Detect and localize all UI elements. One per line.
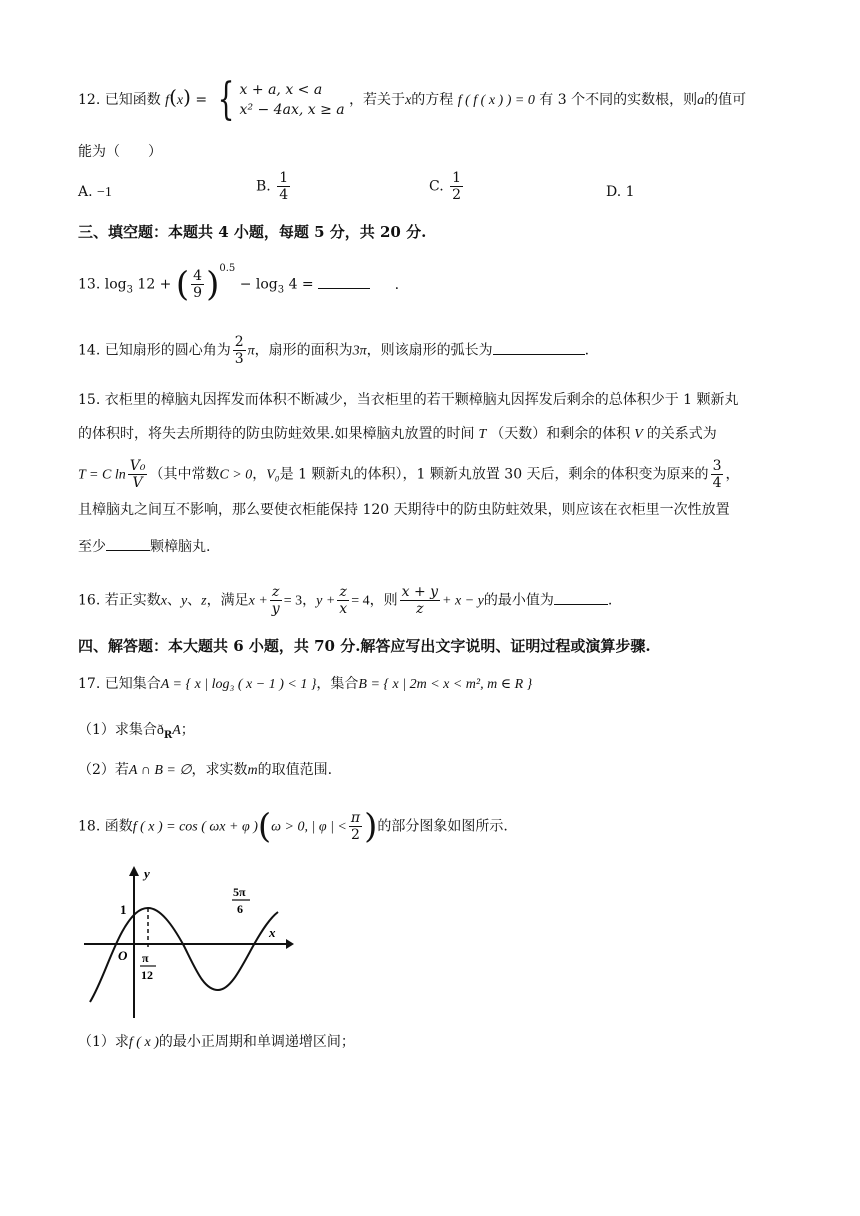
- option-c: C. $\frac{1}{2}$: [429, 170, 462, 203]
- q15-line5: 至少 颗樟脑丸.: [78, 536, 210, 557]
- set-a: A = { x | log₃ ( x − 1 ) < 1 }: [160, 677, 317, 692]
- q15-line3: T = C ln $\frac{\text{V₀}}{V}$ （其中常数C > 0，V₀是 1 颗新丸的体积），1 颗新丸放置 30 天后，剩余的体积变为原来的 $\frac{3}{4}$ ，: [78, 458, 740, 491]
- set-b: B = { x | 2m < x < m², m ∈ R }: [358, 677, 533, 692]
- tick-pi12-num: π: [142, 951, 149, 965]
- section-4-heading: 四、解答题：本大题共 6 小题，共 70 分.解答应写出文字说明、证明过程或演算步骤.: [78, 637, 651, 655]
- q17-stem: 17. 已知集合A = { x | log₃ ( x − 1 ) < 1 }，集合B = { x | 2m < x < m², m ∈ R }: [78, 676, 533, 692]
- tick-5pi6-num: 5π: [233, 885, 246, 899]
- case-2: x² − 4ax, x ≥ a: [239, 102, 345, 118]
- tick-5pi6-den: 6: [237, 902, 243, 916]
- q13: 13. $\log_3 12$ + ( $\frac{4}{9}$ )$^{0.5} - \log_3 4$ = .: [78, 262, 400, 305]
- option-b: B. $\frac{1}{4}$: [256, 170, 289, 203]
- cases-brace: {: [217, 74, 234, 125]
- q14: 14. 已知扇形的圆心角为 $\frac{2}{3}$ π，扇形的面积为3π，则该扇形的弧长为 .: [78, 334, 590, 367]
- q12-line2: 能为（ ）: [78, 144, 162, 160]
- case-1: x + a, x < a: [239, 82, 323, 98]
- cosine-graph: [78, 862, 298, 1022]
- y-axis-label: y: [144, 866, 150, 881]
- y-one-label: 1: [120, 902, 127, 917]
- q17-part1: （1）求集合$ð_RA$；: [78, 722, 195, 741]
- answer-blank-13[interactable]: [318, 274, 370, 289]
- q15-line2: 的体积时，将失去所期待的防虫防蛀效果.如果樟脑丸放置的时间 T （天数）和剩余的体积 V 的关系式为: [78, 426, 717, 442]
- q18-stem: 18. 函数f ( x ) = cos ( ωx + φ )(ω > 0, | φ | < $\frac{\pi}{2}$ )的部分图象如图所示.: [78, 806, 508, 847]
- y-axis-arrow: [129, 866, 139, 876]
- tick-pi12-den: 12: [141, 968, 153, 982]
- option-d: D. 1: [606, 184, 635, 200]
- q15-line4: 且樟脑丸之间互不影响，那么要使衣柜能保持 120 天期待中的防虫防蛀效果，则应该在衣柜里一次性放置: [78, 502, 730, 518]
- answer-blank-15[interactable]: [106, 536, 150, 551]
- option-a: A. −1: [78, 184, 112, 200]
- piecewise-cases: [240, 80, 345, 120]
- x-axis-arrow: [286, 939, 294, 949]
- q12-line1: 12. 已知函数 f(x) = { x + a, x < a x² − 4ax, x ≥ a ，若关于x的方程 f ( f ( x ) ) = 0 有 3 个不同的实数根，则a的值可: [78, 74, 747, 125]
- answer-blank-14[interactable]: [493, 340, 585, 355]
- origin-label: O: [118, 948, 128, 963]
- answer-blank-16[interactable]: [554, 590, 608, 605]
- q18-part1: （1）求f ( x )的最小正周期和单调递增区间；: [78, 1034, 355, 1050]
- q17-part2: （2）若A ∩ B = ∅，求实数m的取值范围.: [78, 762, 333, 778]
- q16: 16. 若正实数x、y、z，满足x + $\frac{z}{y}$ = 3，y + $\frac{z}{x}$ = 4，则 $\frac{x + y}{z}$ + x − y的最小值为 .: [78, 584, 613, 617]
- q15-line1: 15. 衣柜里的樟脑丸因挥发而体积不断减少，当衣柜里的若干颗樟脑丸因挥发后剩余的总体积少于 1 颗新丸: [78, 392, 739, 408]
- x-axis-label: x: [269, 925, 276, 940]
- equation: f ( f ( x ) ) = 0: [457, 93, 535, 108]
- section-3-heading: 三、填空题：本题共 4 小题，每题 5 分，共 20 分.: [78, 223, 427, 241]
